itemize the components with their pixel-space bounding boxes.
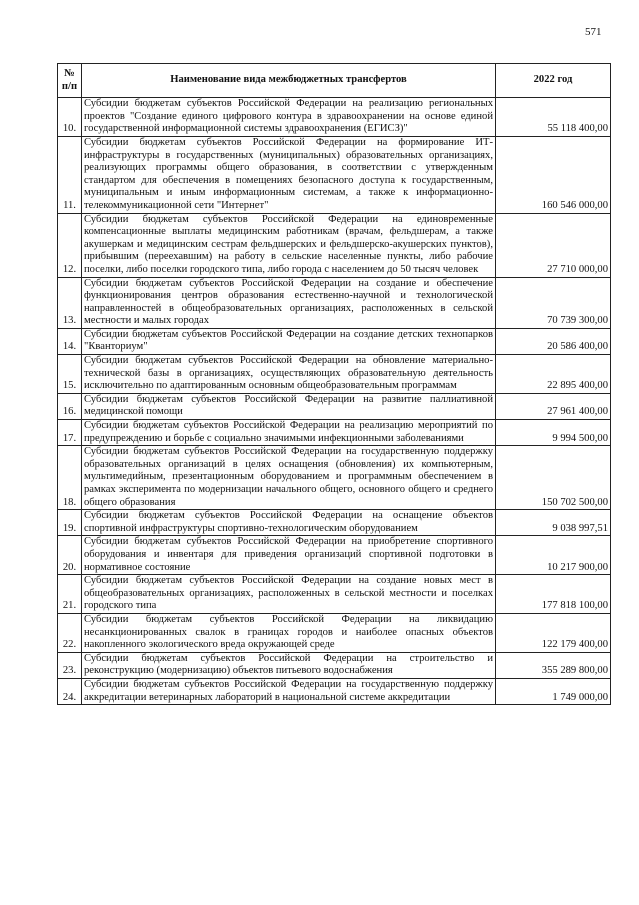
header-year: 2022 год (496, 64, 611, 98)
row-name: Субсидии бюджетам субъектов Российской Федерации на реализацию региональных проектов "Создание единого цифрового контура в здравоохранении на основе единой государственной информационной системы здравоохранения (ЕГИСЗ)" (82, 98, 496, 137)
row-name: Субсидии бюджетам субъектов Российской Федерации на единовременные компенсационные выплаты медицинским работникам (врачам, фельдшерам, а также акушеркам и медицинским сестрам фельдшерских и фельдшерско-акушерских пунктов), прибывшим (переехавшим) на работу в сельские населенные пункты, либо рабочие поселки, либо поселки городского типа, либо города с населением до 50 тысяч человек (82, 213, 496, 277)
row-name: Субсидии бюджетам субъектов Российской Федерации на государственную поддержку аккредитации ветеринарных лабораторий в национальной системе аккредитации (82, 678, 496, 704)
row-number: 12. (58, 213, 82, 277)
row-amount: 177 818 100,00 (496, 575, 611, 614)
row-name: Субсидии бюджетам субъектов Российской Федерации на формирование ИТ-инфраструктуры в государственных (муниципальных) образовательных организациях, реализующих программы общего образования, в соответствии с утвержденным стандартом для обеспечения в помещениях безопасного доступа к государственным, муниципальным и иным информационным системам, а также к информационно-телекоммуникационной сети "Интернет" (82, 136, 496, 213)
row-number: 13. (58, 277, 82, 328)
row-number: 23. (58, 652, 82, 678)
table-row (58, 652, 611, 678)
row-number: 22. (58, 613, 82, 652)
row-number: 17. (58, 420, 82, 446)
row-amount: 27 710 000,00 (496, 213, 611, 277)
row-amount: 70 739 300,00 (496, 277, 611, 328)
table-body (58, 98, 611, 705)
row-name: Субсидии бюджетам субъектов Российской Федерации на создание детских технопарков "Кванториум" (82, 328, 496, 354)
row-number: 18. (58, 446, 82, 510)
table-row (58, 136, 611, 213)
row-number: 19. (58, 510, 82, 536)
row-amount: 150 702 500,00 (496, 446, 611, 510)
row-amount: 55 118 400,00 (496, 98, 611, 137)
row-number: 20. (58, 536, 82, 575)
row-amount: 20 586 400,00 (496, 328, 611, 354)
row-name: Субсидии бюджетам субъектов Российской Федерации на ликвидацию несанкционированных свалок в границах городов и наиболее опасных объектов накопленного экологического вреда окружающей среде (82, 613, 496, 652)
row-number: 15. (58, 355, 82, 394)
table-row (58, 536, 611, 575)
row-amount: 122 179 400,00 (496, 613, 611, 652)
header-num: № п/п (58, 64, 82, 98)
row-number: 24. (58, 678, 82, 704)
row-name: Субсидии бюджетам субъектов Российской Федерации на обновление материально-технической базы в организациях, осуществляющих образовательную деятельность исключительно по адаптированным основным общеобразовательным программам (82, 355, 496, 394)
row-amount: 355 289 800,00 (496, 652, 611, 678)
row-number: 11. (58, 136, 82, 213)
table-row (58, 446, 611, 510)
row-name: Субсидии бюджетам субъектов Российской Федерации на оснащение объектов спортивной инфраструктуры спортивно-технологическим оборудованием (82, 510, 496, 536)
table-row (58, 98, 611, 137)
table-row (58, 613, 611, 652)
row-name: Субсидии бюджетам субъектов Российской Федерации на государственную поддержку образовательных организаций в целях оснащения (обновления) их компьютерным, мультимедийным, презентационным оборудованием и программным обеспечением в рамках эксперимента по модернизации начального общего, основного общего и среднего общего образования (82, 446, 496, 510)
table-row (58, 420, 611, 446)
table-row (58, 328, 611, 354)
table-row (58, 575, 611, 614)
table-row (58, 393, 611, 419)
table-header-row (58, 64, 611, 98)
row-name: Субсидии бюджетам субъектов Российской Федерации на создание новых мест в общеобразовательных организациях, расположенных в сельской местности и поселках городского типа (82, 575, 496, 614)
table-row (58, 355, 611, 394)
row-number: 21. (58, 575, 82, 614)
table-row (58, 277, 611, 328)
table-row (58, 213, 611, 277)
row-name: Субсидии бюджетам субъектов Российской Федерации на создание и обеспечение функционирования центров образования естественно-научной и технологической направленностей в общеобразовательных организациях, расположенных в сельской местности и малых городах (82, 277, 496, 328)
transfers-table (57, 63, 611, 705)
row-number: 10. (58, 98, 82, 137)
page-number: 571 (585, 26, 602, 38)
row-name: Субсидии бюджетам субъектов Российской Федерации на строительство и реконструкцию (модернизацию) объектов питьевого водоснабжения (82, 652, 496, 678)
row-amount: 1 749 000,00 (496, 678, 611, 704)
table-row (58, 510, 611, 536)
table-row (58, 678, 611, 704)
row-number: 16. (58, 393, 82, 419)
row-number: 14. (58, 328, 82, 354)
row-name: Субсидии бюджетам субъектов Российской Федерации на развитие паллиативной медицинской помощи (82, 393, 496, 419)
row-amount: 9 038 997,51 (496, 510, 611, 536)
row-amount: 9 994 500,00 (496, 420, 611, 446)
row-amount: 10 217 900,00 (496, 536, 611, 575)
row-name: Субсидии бюджетам субъектов Российской Федерации на реализацию мероприятий по предупреждению и борьбе с социально значимыми инфекционными заболеваниями (82, 420, 496, 446)
header-name: Наименование вида межбюджетных трансфертов (82, 64, 496, 98)
row-name: Субсидии бюджетам субъектов Российской Федерации на приобретение спортивного оборудования и инвентаря для приведения организаций спортивной подготовки в нормативное состояние (82, 536, 496, 575)
row-amount: 160 546 000,00 (496, 136, 611, 213)
row-amount: 27 961 400,00 (496, 393, 611, 419)
row-amount: 22 895 400,00 (496, 355, 611, 394)
